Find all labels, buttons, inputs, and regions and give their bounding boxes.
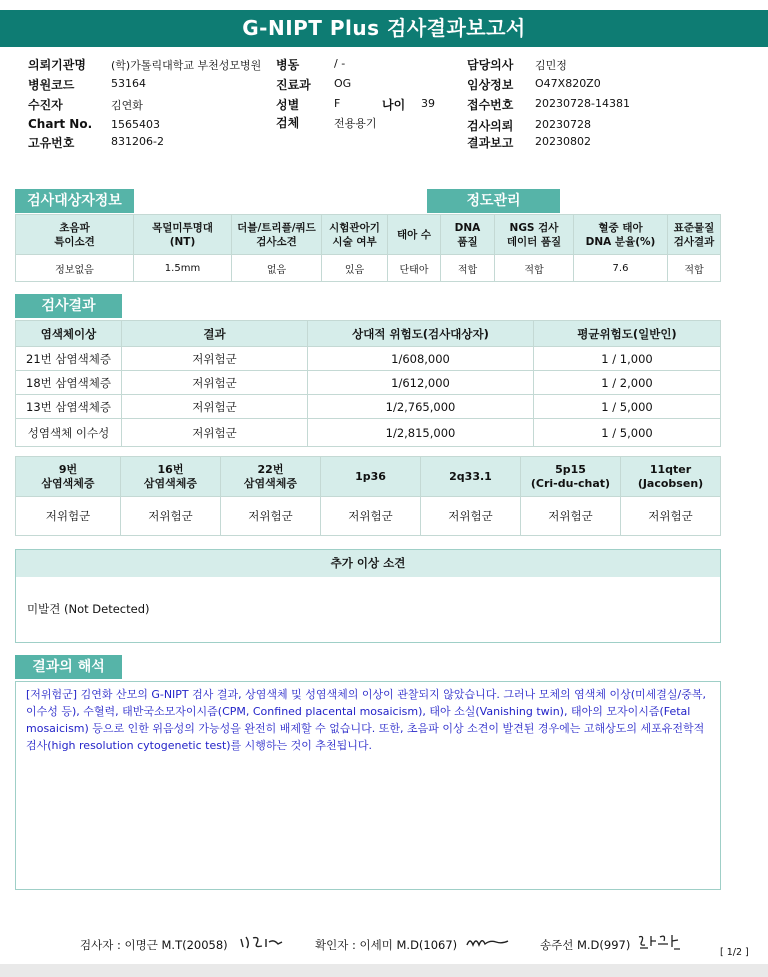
header-value: 1565403 — [111, 118, 160, 131]
column-header — [495, 215, 574, 255]
table-cell: 정보없음 — [16, 255, 134, 282]
section-tab-quality-control: 정도관리 — [427, 189, 560, 213]
column-header — [121, 457, 221, 497]
table-cell: 저위험군 — [122, 347, 308, 371]
table-cell: 1/2,765,000 — [308, 395, 534, 419]
header-value: (학)가톨릭대학교 부천성모병원 — [111, 59, 262, 72]
header-text: 초음파 특이소견 — [54, 221, 95, 248]
table-cell: 1 / 5,000 — [534, 419, 721, 447]
header-text: 더블/트리플/쿼드 검사소견 — [237, 221, 316, 248]
reporter-label: 송주선 M.D(997) — [540, 938, 631, 952]
table-cell: 없음 — [232, 255, 322, 282]
page-bottom-strip — [0, 964, 768, 977]
header-value: 39 — [421, 97, 435, 110]
table-cell: 13번 삼염색체증 — [16, 395, 122, 419]
table-row — [16, 347, 721, 371]
header-value: / - — [334, 57, 346, 70]
tester-signature-image — [238, 933, 284, 951]
table-cell: 1/612,000 — [308, 371, 534, 395]
header-text: DNA 품질 — [454, 221, 481, 248]
reporter-signature — [636, 932, 682, 956]
page-number: [ 1/2 ] — [720, 947, 749, 958]
header-label: 성별 — [276, 98, 300, 112]
table-cell: 저위험군 — [122, 395, 308, 419]
column-header: 평균위험도(일반인) — [534, 321, 721, 347]
header-value: 전용용기 — [334, 117, 377, 130]
header-label: 수진자 — [28, 98, 63, 112]
header-label: 나이 — [382, 98, 406, 112]
extra-results-table — [15, 456, 721, 536]
subject-info-table — [15, 214, 721, 282]
table-cell: 7.6 — [574, 255, 668, 282]
column-header — [388, 215, 441, 255]
table-cell: 단태아 — [388, 255, 441, 282]
additional-findings-box — [15, 549, 721, 643]
column-header — [574, 215, 668, 255]
header-label: 진료과 — [276, 78, 311, 92]
table-cell: 저위험군 — [321, 497, 421, 536]
header-label: 병원코드 — [28, 78, 75, 92]
header-label: 검체 — [276, 116, 300, 130]
header-value: 53164 — [111, 77, 146, 90]
section-tab-results: 검사결과 — [15, 294, 122, 318]
table-cell: 1 / 2,000 — [534, 371, 721, 395]
header-label: 의뢰기관명 — [28, 58, 86, 72]
header-text: 2q33.1 — [449, 469, 492, 483]
header-text: 표준물질 검사결과 — [673, 221, 715, 248]
header-label: 결과보고 — [467, 136, 514, 150]
header-label: 병동 — [276, 58, 300, 72]
column-header — [16, 215, 134, 255]
table-cell: 저위험군 — [122, 371, 308, 395]
column-header — [421, 457, 521, 497]
report-title: G-NIPT Plus 검사결과보고서 — [0, 10, 768, 47]
additional-findings-title: 추가 이상 소견 — [16, 550, 720, 577]
header-label: 고유번호 — [28, 136, 75, 150]
column-header — [668, 215, 721, 255]
header-text: 목덜미투명대 (NT) — [152, 221, 213, 248]
column-header — [441, 215, 495, 255]
table-cell: 저위험군 — [221, 497, 321, 536]
column-header — [321, 457, 421, 497]
header-text: 22번 삼염색체증 — [243, 462, 298, 490]
header-value: 20230728-14381 — [535, 97, 630, 110]
header-text: 16번 삼염색체증 — [143, 462, 198, 490]
header-text: NGS 검사 데이터 품질 — [506, 221, 562, 248]
column-header: 염색체이상 — [16, 321, 122, 347]
header-value: F — [334, 97, 341, 110]
header-text: 혈중 태아 DNA 분율(%) — [585, 221, 656, 248]
tester-label: 검사자 : 이명근 M.T(20058) — [80, 938, 228, 952]
table-row — [16, 371, 721, 395]
header-label: 검사의뢰 — [467, 119, 514, 133]
confirmer-signature — [464, 933, 510, 955]
results-table — [15, 320, 721, 447]
section-tab-subject-info: 검사대상자정보 — [15, 189, 134, 213]
reporter-signature-image — [636, 932, 682, 952]
header-value: 김민정 — [535, 59, 567, 72]
header-text: 11qter (Jacobsen) — [637, 462, 704, 490]
header-value: 831206-2 — [111, 135, 164, 148]
header-label: 임상정보 — [467, 78, 514, 92]
table-cell: 저위험군 — [421, 497, 521, 536]
header-label: Chart No. — [28, 117, 93, 131]
header-value: 20230802 — [535, 135, 591, 148]
confirmer-label: 확인자 : 이세미 M.D(1067) — [315, 938, 458, 952]
additional-findings-text: 미발견 (Not Detected) — [27, 602, 150, 616]
header-label: 담당의사 — [467, 58, 514, 72]
interpretation-box — [15, 681, 721, 890]
header-text: 시험관아기 시술 여부 — [329, 221, 380, 248]
header-text: 태아 수 — [396, 228, 432, 241]
column-header — [16, 457, 121, 497]
column-header — [621, 457, 721, 497]
table-cell: 1 / 1,000 — [534, 347, 721, 371]
column-header: 상대적 위험도(검사대상자) — [308, 321, 534, 347]
header-value: O47X820Z0 — [535, 77, 601, 90]
table-cell: 1/608,000 — [308, 347, 534, 371]
table-row — [16, 419, 721, 447]
table-cell: 저위험군 — [521, 497, 621, 536]
header-value: 20230728 — [535, 118, 591, 131]
column-header — [322, 215, 388, 255]
confirmer-signature-image — [464, 933, 510, 951]
table-row — [16, 395, 721, 419]
table-cell: 적합 — [668, 255, 721, 282]
table-cell: 1.5mm — [134, 255, 232, 282]
header-value: 김연화 — [111, 99, 143, 112]
table-cell: 저위험군 — [121, 497, 221, 536]
table-cell: 18번 삼염색체증 — [16, 371, 122, 395]
table-cell: 적합 — [495, 255, 574, 282]
column-header: 결과 — [122, 321, 308, 347]
column-header — [521, 457, 621, 497]
table-cell: 저위험군 — [621, 497, 721, 536]
table-cell: 적합 — [441, 255, 495, 282]
column-header — [221, 457, 321, 497]
table-cell: 저위험군 — [16, 497, 121, 536]
header-value: OG — [334, 77, 352, 90]
table-cell: 1/2,815,000 — [308, 419, 534, 447]
header-text: 5p15 (Cri-du-chat) — [530, 462, 611, 490]
header-text: 1p36 — [355, 469, 386, 483]
section-tab-interpretation: 결과의 해석 — [15, 655, 122, 679]
column-header — [232, 215, 322, 255]
header-label: 접수번호 — [467, 98, 514, 112]
interpretation-text: [저위험군] 김연화 산모의 G-NIPT 검사 결과, 상염색체 및 성염색체의 이상이 관찰되지 않았습니다. 그러나 모체의 염색체 이상(미세결실/중복, 이수성 등), 수혈력, 태반국소모자이시즘(CPM, Confined placental mosaicism), 태아 소실(Vanishing twin), 태아의 모자이시즘(Fetal mosaicism) 등으로 인한 위음성의 가능성을 완전히 배제할 수 없습니다. 또한, 초음파 이상 소견이 발견된 경우에는 고해상도의 세포유전학적검사(high resolution cytogenetic test)를 시행하는 것이 추천됩니다. — [26, 688, 707, 752]
table-cell: 성염색체 이수성 — [16, 419, 122, 447]
table-cell: 저위험군 — [122, 419, 308, 447]
table-cell: 있음 — [322, 255, 388, 282]
header-text: 9번 삼염색체증 — [41, 462, 95, 490]
table-cell: 21번 삼염색체증 — [16, 347, 122, 371]
table-cell: 1 / 5,000 — [534, 395, 721, 419]
column-header — [134, 215, 232, 255]
tester-signature — [238, 933, 284, 955]
